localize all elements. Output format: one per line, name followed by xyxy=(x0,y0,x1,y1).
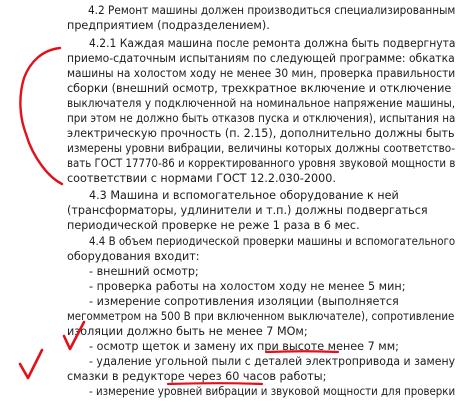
text-line: - удаление угольной пыли с деталей электропривода и замену xyxy=(89,355,456,368)
text-line: изоляции должно быть не менее 7 МОм; xyxy=(67,325,308,338)
text-line: смазки в редукторе через 60 часов работы; xyxy=(67,370,327,383)
text-line: сборки (внешний осмотр, трехкратное включение и отключение xyxy=(67,82,452,95)
text-line: оборудования входит: xyxy=(67,250,200,263)
text-line: выключателя у подключенной на номинальное напряжение машины, xyxy=(67,97,456,110)
text-line: - внешний осмотр; xyxy=(89,265,199,278)
text-line: при этом не должно быть отказов пуска и отключения), испытания на xyxy=(67,112,456,125)
text-line: 4.3 Машина и вспомогательное оборудование к ней xyxy=(89,189,399,202)
text-line: соответствии с нормами ГОСТ 12.2.030-2000. xyxy=(67,172,336,185)
text-line: (трансформаторы, удлинители и т.п.) должны подвергаться xyxy=(67,204,428,217)
text-line: - проверка работы на холостом ходу не менее 5 мин; xyxy=(89,280,406,293)
text-line: 4.4 В объем периодической проверки машины и вспомогательного xyxy=(89,235,456,248)
text-line: 4.2.1 Каждая машина после ремонта должна быть подвергнута xyxy=(89,37,456,50)
text-line: электрическую прочность (п. 2.15), дополнительно должны быть xyxy=(67,127,455,140)
margin-bracket-mark xyxy=(20,48,62,184)
text-line: - измерение уровней вибрации и звуковой мощности для проверки xyxy=(89,385,456,398)
text-line: мегомметром на 500 В при включенном выключателе), сопротивление xyxy=(67,310,455,323)
text-line: - измерение сопротивления изоляции (выполняется xyxy=(89,295,399,308)
text-line: - осмотр щеток и замену их при высоте менее 7 мм; xyxy=(89,340,399,353)
text-line: предприятием (подразделением). xyxy=(67,19,270,32)
text-line: приемо-сдаточным испытаниям по следующей программе: обкатка xyxy=(67,52,455,65)
checkmark-icon xyxy=(20,350,42,378)
text-line: 4.2 Ремонт машины должен производиться специализированным xyxy=(88,4,456,17)
text-line: измерены уровни вибрации, величины которых должны соответство- xyxy=(67,142,456,155)
text-line: периодической проверке не реже 1 раза в 6 мес. xyxy=(67,219,360,232)
text-line: вать ГОСТ 17770-86 и корректированного уровня звуковой мощности в xyxy=(67,157,456,170)
text-line: машины на холостом ходу не менее 30 мин, проверка правильности xyxy=(67,67,456,80)
